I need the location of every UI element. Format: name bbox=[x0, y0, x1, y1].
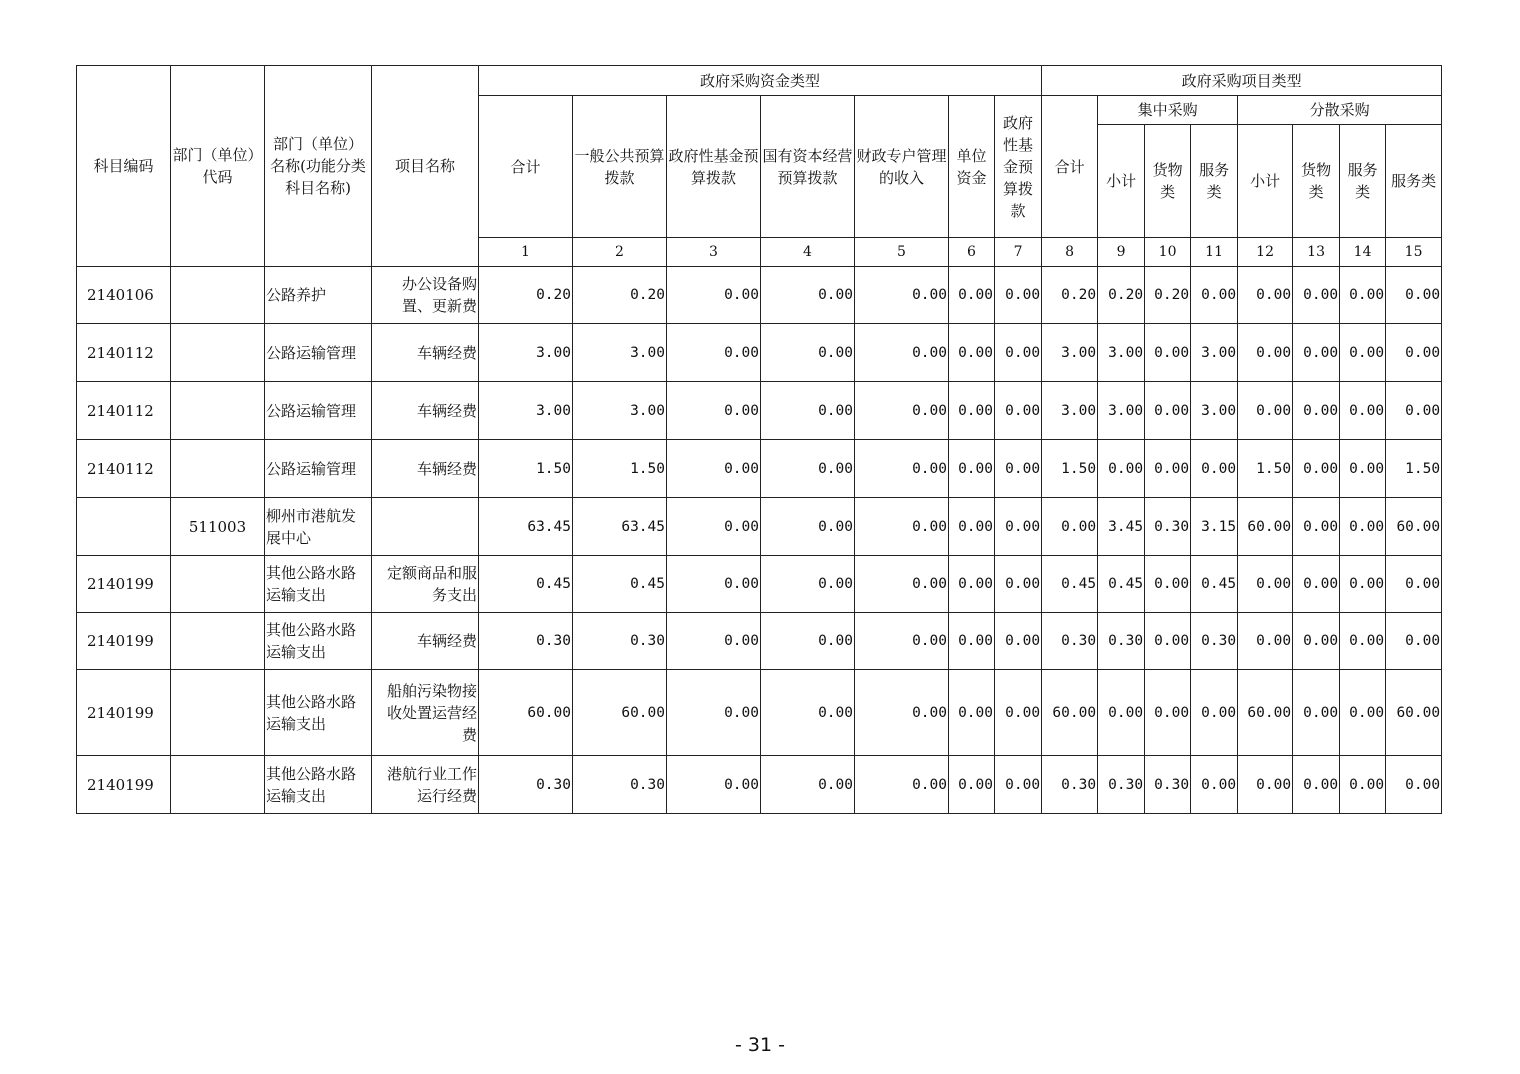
header-dept-name: 部门（单位）名称(功能分类科目名称) bbox=[265, 66, 372, 267]
dept-name-cell: 公路运输管理 bbox=[265, 324, 372, 382]
value-cell: 0.00 bbox=[855, 670, 949, 756]
value-cell: 1.50 bbox=[1042, 440, 1098, 498]
value-cell: 60.00 bbox=[1386, 498, 1442, 556]
value-cell: 3.00 bbox=[573, 324, 667, 382]
header-special-account: 财政专户管理的收入 bbox=[855, 96, 949, 238]
header-dispersed-subtotal: 小计 bbox=[1238, 125, 1293, 238]
header-central-goods: 货物类 bbox=[1145, 125, 1191, 238]
subject-code-cell: 2140199 bbox=[77, 756, 171, 814]
value-cell: 0.00 bbox=[667, 498, 761, 556]
value-cell: 0.00 bbox=[855, 556, 949, 613]
value-cell: 0.00 bbox=[1238, 324, 1293, 382]
table-row bbox=[77, 756, 1442, 814]
dept-code-cell bbox=[171, 556, 265, 613]
header-central-group: 集中采购 bbox=[1098, 96, 1238, 125]
value-cell: 0.00 bbox=[1293, 613, 1340, 670]
column-number: 2 bbox=[573, 238, 667, 267]
header-dispersed-service: 服务类 bbox=[1340, 125, 1386, 238]
value-cell: 3.00 bbox=[479, 382, 573, 440]
value-cell: 0.00 bbox=[1340, 613, 1386, 670]
value-cell: 3.00 bbox=[1098, 324, 1145, 382]
column-number: 7 bbox=[995, 238, 1042, 267]
dept-code-cell bbox=[171, 613, 265, 670]
dept-code-cell bbox=[171, 756, 265, 814]
value-cell: 0.00 bbox=[949, 324, 995, 382]
value-cell: 0.00 bbox=[761, 440, 855, 498]
value-cell: 0.00 bbox=[1238, 267, 1293, 324]
header-dispersed-group: 分散采购 bbox=[1238, 96, 1442, 125]
value-cell: 0.00 bbox=[667, 670, 761, 756]
subject-code-cell: 2140199 bbox=[77, 556, 171, 613]
value-cell: 0.00 bbox=[761, 267, 855, 324]
column-number: 9 bbox=[1098, 238, 1145, 267]
value-cell: 0.00 bbox=[1191, 670, 1238, 756]
value-cell: 0.00 bbox=[1386, 324, 1442, 382]
table-row bbox=[77, 498, 1442, 556]
value-cell: 0.00 bbox=[1238, 613, 1293, 670]
value-cell: 0.00 bbox=[1238, 382, 1293, 440]
value-cell: 0.00 bbox=[1098, 670, 1145, 756]
value-cell: 0.30 bbox=[1191, 613, 1238, 670]
value-cell: 0.00 bbox=[761, 670, 855, 756]
value-cell: 0.00 bbox=[995, 324, 1042, 382]
value-cell: 60.00 bbox=[1238, 498, 1293, 556]
value-cell: 0.00 bbox=[761, 498, 855, 556]
dept-code-cell bbox=[171, 382, 265, 440]
value-cell: 3.00 bbox=[1042, 324, 1098, 382]
column-number: 5 bbox=[855, 238, 949, 267]
value-cell: 1.50 bbox=[479, 440, 573, 498]
value-cell: 0.00 bbox=[855, 440, 949, 498]
value-cell: 0.00 bbox=[1238, 756, 1293, 814]
value-cell: 0.00 bbox=[1340, 556, 1386, 613]
value-cell: 0.00 bbox=[1340, 382, 1386, 440]
value-cell: 0.00 bbox=[995, 556, 1042, 613]
subject-code-cell: 2140112 bbox=[77, 324, 171, 382]
value-cell: 0.00 bbox=[1340, 756, 1386, 814]
value-cell: 0.00 bbox=[1042, 498, 1098, 556]
value-cell: 0.00 bbox=[667, 324, 761, 382]
header-gov-fund-budget: 政府性基金预算拨款 bbox=[667, 96, 761, 238]
column-number: 13 bbox=[1293, 238, 1340, 267]
project-name-cell: 车辆经费 bbox=[372, 382, 479, 440]
value-cell: 0.00 bbox=[995, 756, 1042, 814]
dept-code-cell bbox=[171, 440, 265, 498]
dept-code-cell bbox=[171, 267, 265, 324]
dept-code-cell bbox=[171, 670, 265, 756]
value-cell: 0.00 bbox=[949, 382, 995, 440]
value-cell: 0.30 bbox=[1098, 756, 1145, 814]
project-name-cell bbox=[372, 498, 479, 556]
value-cell: 0.00 bbox=[949, 556, 995, 613]
value-cell: 0.30 bbox=[573, 756, 667, 814]
value-cell: 0.00 bbox=[855, 324, 949, 382]
header-fund-type-group: 政府采购资金类型 bbox=[479, 66, 1042, 96]
subject-code-cell: 2140199 bbox=[77, 670, 171, 756]
value-cell: 0.00 bbox=[761, 613, 855, 670]
dept-name-cell: 其他公路水路运输支出 bbox=[265, 670, 372, 756]
dept-name-cell: 柳州市港航发展中心 bbox=[265, 498, 372, 556]
value-cell: 0.00 bbox=[1098, 440, 1145, 498]
column-number: 14 bbox=[1340, 238, 1386, 267]
value-cell: 3.00 bbox=[1098, 382, 1145, 440]
column-number: 11 bbox=[1191, 238, 1238, 267]
value-cell: 60.00 bbox=[573, 670, 667, 756]
value-cell: 0.00 bbox=[1293, 267, 1340, 324]
value-cell: 1.50 bbox=[573, 440, 667, 498]
value-cell: 0.30 bbox=[573, 613, 667, 670]
value-cell: 0.00 bbox=[1191, 440, 1238, 498]
dept-name-cell: 其他公路水路运输支出 bbox=[265, 756, 372, 814]
subject-code-cell bbox=[77, 498, 171, 556]
table-row bbox=[77, 613, 1442, 670]
value-cell: 0.45 bbox=[1098, 556, 1145, 613]
value-cell: 0.00 bbox=[1293, 556, 1340, 613]
value-cell: 0.00 bbox=[995, 440, 1042, 498]
value-cell: 0.00 bbox=[855, 613, 949, 670]
value-cell: 0.00 bbox=[949, 613, 995, 670]
header-gov-fund-budget-2: 政府性基金预算拨款 bbox=[995, 96, 1042, 238]
project-name-cell: 车辆经费 bbox=[372, 613, 479, 670]
value-cell: 0.00 bbox=[1386, 267, 1442, 324]
column-number: 15 bbox=[1386, 238, 1442, 267]
column-number: 4 bbox=[761, 238, 855, 267]
value-cell: 0.00 bbox=[667, 756, 761, 814]
table-row bbox=[77, 556, 1442, 613]
page-number: - 31 - bbox=[735, 1034, 785, 1056]
dept-code-cell: 511003 bbox=[171, 498, 265, 556]
value-cell: 1.50 bbox=[1238, 440, 1293, 498]
value-cell: 0.00 bbox=[667, 440, 761, 498]
header-subject-code: 科目编码 bbox=[77, 66, 171, 267]
procurement-table bbox=[76, 65, 1442, 814]
value-cell: 3.00 bbox=[1042, 382, 1098, 440]
value-cell: 0.00 bbox=[761, 756, 855, 814]
value-cell: 0.00 bbox=[1145, 382, 1191, 440]
value-cell: 63.45 bbox=[573, 498, 667, 556]
value-cell: 0.30 bbox=[479, 756, 573, 814]
header-state-capital: 国有资本经营预算拨款 bbox=[761, 96, 855, 238]
value-cell: 63.45 bbox=[479, 498, 573, 556]
value-cell: 0.00 bbox=[995, 382, 1042, 440]
value-cell: 0.00 bbox=[1293, 382, 1340, 440]
value-cell: 0.00 bbox=[1340, 498, 1386, 556]
value-cell: 3.00 bbox=[1191, 324, 1238, 382]
value-cell: 3.45 bbox=[1098, 498, 1145, 556]
value-cell: 60.00 bbox=[1238, 670, 1293, 756]
column-number: 6 bbox=[949, 238, 995, 267]
column-number: 12 bbox=[1238, 238, 1293, 267]
value-cell: 0.00 bbox=[995, 498, 1042, 556]
table-body bbox=[77, 267, 1442, 814]
value-cell: 0.00 bbox=[1293, 756, 1340, 814]
value-cell: 0.00 bbox=[1340, 324, 1386, 382]
subject-code-cell: 2140199 bbox=[77, 613, 171, 670]
subject-code-cell: 2140112 bbox=[77, 440, 171, 498]
value-cell: 0.00 bbox=[949, 670, 995, 756]
value-cell: 0.00 bbox=[995, 613, 1042, 670]
value-cell: 0.00 bbox=[667, 267, 761, 324]
dept-name-cell: 其他公路水路运输支出 bbox=[265, 613, 372, 670]
value-cell: 0.20 bbox=[1042, 267, 1098, 324]
value-cell: 0.00 bbox=[855, 756, 949, 814]
value-cell: 0.00 bbox=[995, 670, 1042, 756]
column-number: 8 bbox=[1042, 238, 1098, 267]
subject-code-cell: 2140106 bbox=[77, 267, 171, 324]
table-row bbox=[77, 324, 1442, 382]
value-cell: 0.20 bbox=[1145, 267, 1191, 324]
value-cell: 3.00 bbox=[479, 324, 573, 382]
value-cell: 0.00 bbox=[949, 498, 995, 556]
value-cell: 3.00 bbox=[573, 382, 667, 440]
value-cell: 0.00 bbox=[1238, 556, 1293, 613]
header-fund-total: 合计 bbox=[479, 96, 573, 238]
table-row bbox=[77, 670, 1442, 756]
subject-code-cell: 2140112 bbox=[77, 382, 171, 440]
value-cell: 0.00 bbox=[1145, 670, 1191, 756]
header-project-name: 项目名称 bbox=[372, 66, 479, 267]
dept-name-cell: 公路养护 bbox=[265, 267, 372, 324]
value-cell: 0.00 bbox=[855, 382, 949, 440]
value-cell: 0.00 bbox=[1145, 324, 1191, 382]
value-cell: 0.30 bbox=[1098, 613, 1145, 670]
header-dept-code: 部门（单位）代码 bbox=[171, 66, 265, 267]
header-project-type-group: 政府采购项目类型 bbox=[1042, 66, 1442, 96]
dept-name-cell: 其他公路水路运输支出 bbox=[265, 556, 372, 613]
value-cell: 0.30 bbox=[1042, 756, 1098, 814]
value-cell: 0.00 bbox=[1145, 613, 1191, 670]
table-row bbox=[77, 267, 1442, 324]
value-cell: 0.00 bbox=[1340, 440, 1386, 498]
value-cell: 0.30 bbox=[1145, 756, 1191, 814]
value-cell: 0.00 bbox=[667, 556, 761, 613]
value-cell: 1.50 bbox=[1386, 440, 1442, 498]
value-cell: 0.00 bbox=[1191, 756, 1238, 814]
value-cell: 0.00 bbox=[949, 440, 995, 498]
value-cell: 0.00 bbox=[1340, 267, 1386, 324]
value-cell: 0.00 bbox=[1386, 613, 1442, 670]
value-cell: 0.20 bbox=[479, 267, 573, 324]
header-central-subtotal: 小计 bbox=[1098, 125, 1145, 238]
value-cell: 0.00 bbox=[949, 756, 995, 814]
value-cell: 0.00 bbox=[1293, 324, 1340, 382]
value-cell: 3.00 bbox=[1191, 382, 1238, 440]
value-cell: 0.00 bbox=[1293, 498, 1340, 556]
project-name-cell: 办公设备购置、更新费 bbox=[372, 267, 479, 324]
column-number: 3 bbox=[667, 238, 761, 267]
value-cell: 0.30 bbox=[1042, 613, 1098, 670]
project-name-cell: 港航行业工作运行经费 bbox=[372, 756, 479, 814]
value-cell: 0.00 bbox=[1145, 440, 1191, 498]
project-name-cell: 车辆经费 bbox=[372, 324, 479, 382]
value-cell: 0.20 bbox=[573, 267, 667, 324]
value-cell: 0.00 bbox=[1145, 556, 1191, 613]
value-cell: 0.00 bbox=[761, 324, 855, 382]
value-cell: 0.30 bbox=[479, 613, 573, 670]
value-cell: 0.45 bbox=[479, 556, 573, 613]
header-central-service: 服务类 bbox=[1191, 125, 1238, 238]
value-cell: 3.15 bbox=[1191, 498, 1238, 556]
value-cell: 0.00 bbox=[855, 498, 949, 556]
header-unit-funds: 单位资金 bbox=[949, 96, 995, 238]
value-cell: 0.45 bbox=[1191, 556, 1238, 613]
value-cell: 0.45 bbox=[573, 556, 667, 613]
dept-name-cell: 公路运输管理 bbox=[265, 440, 372, 498]
value-cell: 0.00 bbox=[949, 267, 995, 324]
header-proj-total: 合计 bbox=[1042, 96, 1098, 238]
value-cell: 0.00 bbox=[855, 267, 949, 324]
project-name-cell: 车辆经费 bbox=[372, 440, 479, 498]
value-cell: 0.00 bbox=[1386, 556, 1442, 613]
table-row bbox=[77, 440, 1442, 498]
value-cell: 60.00 bbox=[479, 670, 573, 756]
dept-code-cell bbox=[171, 324, 265, 382]
value-cell: 0.00 bbox=[995, 267, 1042, 324]
value-cell: 60.00 bbox=[1042, 670, 1098, 756]
value-cell: 60.00 bbox=[1386, 670, 1442, 756]
project-name-cell: 船舶污染物接收处置运营经费 bbox=[372, 670, 479, 756]
value-cell: 0.00 bbox=[761, 556, 855, 613]
column-number: 1 bbox=[479, 238, 573, 267]
value-cell: 0.20 bbox=[1098, 267, 1145, 324]
value-cell: 0.00 bbox=[1340, 670, 1386, 756]
value-cell: 0.00 bbox=[667, 382, 761, 440]
column-number: 10 bbox=[1145, 238, 1191, 267]
header-dispersed-service-2: 服务类 bbox=[1386, 125, 1442, 238]
value-cell: 0.00 bbox=[667, 613, 761, 670]
value-cell: 0.45 bbox=[1042, 556, 1098, 613]
value-cell: 0.00 bbox=[1191, 267, 1238, 324]
value-cell: 0.00 bbox=[1293, 670, 1340, 756]
value-cell: 0.00 bbox=[1386, 382, 1442, 440]
project-name-cell: 定额商品和服务支出 bbox=[372, 556, 479, 613]
table-row bbox=[77, 382, 1442, 440]
value-cell: 0.30 bbox=[1145, 498, 1191, 556]
value-cell: 0.00 bbox=[1293, 440, 1340, 498]
value-cell: 0.00 bbox=[761, 382, 855, 440]
header-general-budget: 一般公共预算拨款 bbox=[573, 96, 667, 238]
value-cell: 0.00 bbox=[1386, 756, 1442, 814]
dept-name-cell: 公路运输管理 bbox=[265, 382, 372, 440]
header-dispersed-goods: 货物类 bbox=[1293, 125, 1340, 238]
